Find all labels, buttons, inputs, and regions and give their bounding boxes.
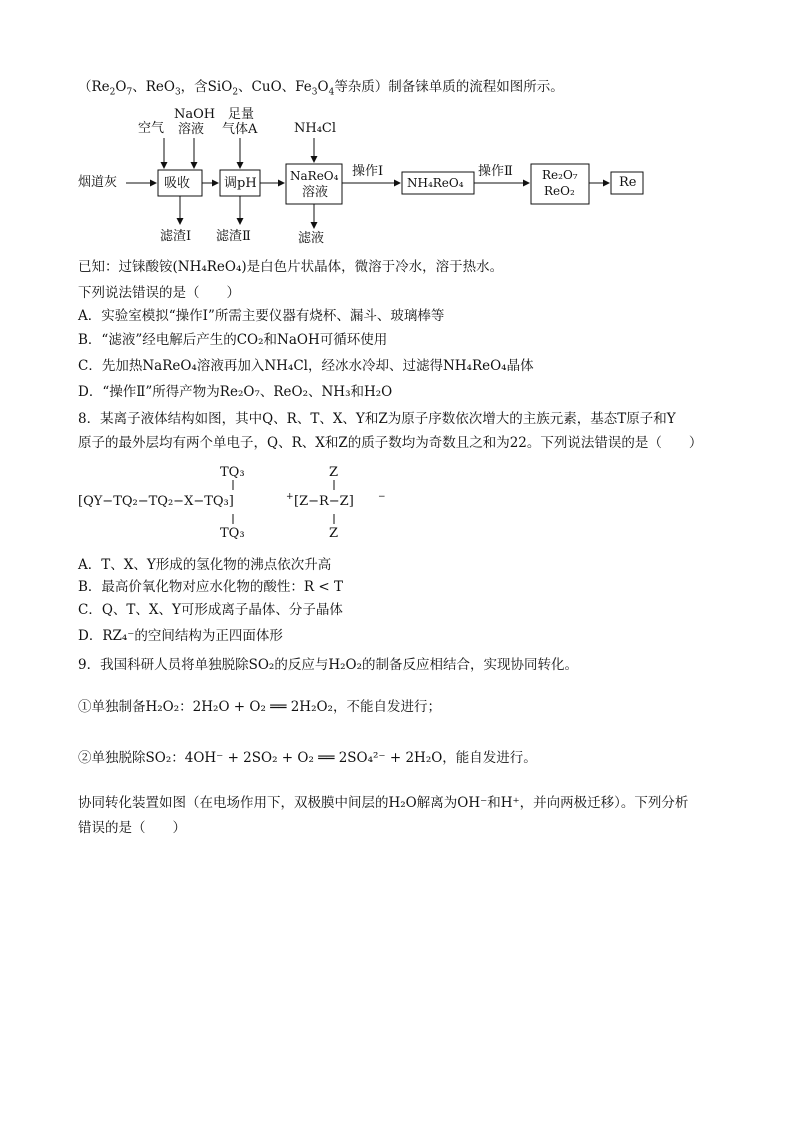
cation-top-group: TQ₃: [220, 465, 245, 480]
q8-stem-line-2: 原子的最外层均有两个单电子，Q、R、X和Z的质子数均为奇数且之和为22。下列说法错误的是（ ）: [78, 435, 703, 451]
ionic-liquid-structure: [78, 462, 398, 544]
flow-reo2: ReO₂: [544, 184, 575, 198]
intro-text: 等杂质）制备铼单质的流程如图所示。: [334, 79, 564, 95]
anion-charge: −: [378, 492, 386, 502]
flow-re2o7: Re₂O₇: [542, 168, 578, 182]
q8-option-d: D．RZ₄⁻的空间结构为正四面体形: [78, 628, 283, 644]
anion-top-atom: Z: [329, 465, 339, 480]
subscript: 3: [174, 87, 181, 98]
process-flow-diagram: [76, 104, 656, 252]
intro-text: 、ReO: [132, 79, 175, 95]
intro-line: [78, 78, 564, 96]
flow-gas-a: 气体A: [222, 122, 258, 137]
intro-text: （Re: [78, 79, 110, 95]
q9-device-line-1: 协同转化装置如图（在电场作用下，双极膜中间层的H₂O解离为OH⁻和H⁺，并向两极迁移）。下列分析: [78, 795, 689, 811]
flow-air: 空气: [138, 121, 165, 136]
q8-option-b: B．最高价氧化物对应水化物的酸性：R < T: [78, 579, 343, 595]
intro-text: O: [317, 79, 329, 95]
flow-nh4reo4: NH₄ReO₄: [407, 176, 464, 190]
q9-reaction-2: ②单独脱除SO₂：4OH⁻ + 2SO₂ + O₂ ══ 2SO₄²⁻ + 2H₂O，能自发进行。: [78, 750, 537, 766]
flow-nareo4-solution: 溶液: [302, 185, 329, 200]
flow-operation-2: 操作Ⅱ: [478, 164, 513, 179]
q7-stem: 下列说法错误的是（ ）: [78, 285, 240, 301]
flow-naoh: NaOH: [174, 107, 216, 122]
subscript: 2: [109, 87, 116, 98]
q9-stem: 9．我国科研人员将单独脱除SO₂的反应与H₂O₂的制备反应相结合，实现协同转化。: [78, 657, 578, 673]
flow-naoh-solution: 溶液: [178, 122, 205, 137]
cation-main-chain: [QY−TQ₂−TQ₂−X−TQ₃]: [78, 494, 234, 509]
flow-operation-1: 操作Ⅰ: [352, 164, 384, 179]
q7-option-b: B．“滤液”经电解后产生的CO₂和NaOH可循环使用: [78, 332, 388, 348]
flow-adjust-ph: 调pH: [224, 176, 257, 191]
q7-option-c: C．先加热NaReO₄溶液再加入NH₄Cl，经冰水冷却、过滤得NH₄ReO₄晶体: [78, 358, 534, 374]
flow-filtrate: 滤液: [298, 231, 325, 246]
flow-residue-1: 滤渣Ⅰ: [160, 229, 192, 244]
q7-option-a: A．实验室模拟“操作Ⅰ”所需主要仪器有烧杯、漏斗、玻璃棒等: [78, 308, 445, 324]
subscript: 2: [232, 87, 239, 98]
cation-bottom-group: TQ₃: [220, 526, 245, 541]
q8-option-c: C．Q、T、X、Y可形成离子晶体、分子晶体: [78, 602, 343, 618]
anion-bottom-atom: Z: [329, 526, 339, 541]
intro-text: O: [115, 79, 127, 95]
anion-main: [Z−R−Z]: [294, 494, 354, 509]
subscript: 3: [311, 87, 318, 98]
flow-nh4cl: NH₄Cl: [294, 121, 337, 136]
flow-residue-2: 滤渣Ⅱ: [216, 229, 251, 244]
q8-stem-line-1: 8．某离子液体结构如图，其中Q、R、T、X、Y和Z为原子序数依次增大的主族元素，基态T原子和Y: [78, 411, 676, 427]
cation-charge: +: [286, 492, 294, 502]
intro-text: 、CuO、Fe: [238, 79, 312, 95]
q7-option-d: D．“操作Ⅱ”所得产物为Re₂O₇、ReO₂、NH₃和H₂O: [78, 384, 393, 400]
q9-device-line-2: 错误的是（ ）: [78, 820, 186, 836]
known-note: 已知：过铼酸铵(NH₄ReO₄)是白色片状晶体，微溶于冷水，溶于热水。: [78, 259, 504, 275]
subscript: 4: [328, 87, 335, 98]
flow-enough: 足量: [228, 107, 255, 122]
flow-nareo4: NaReO₄: [290, 169, 339, 183]
flow-re: Re: [619, 175, 637, 190]
q9-reaction-1: ①单独制备H₂O₂：2H₂O + O₂ ══ 2H₂O₂，不能自发进行；: [78, 699, 441, 715]
flow-absorb: 吸收: [164, 176, 191, 191]
intro-text: ，含SiO: [180, 79, 233, 95]
subscript: 7: [126, 87, 133, 98]
q8-option-a: A．T、X、Y形成的氢化物的沸点依次升高: [78, 557, 332, 573]
flow-start: 烟道灰: [78, 175, 118, 190]
